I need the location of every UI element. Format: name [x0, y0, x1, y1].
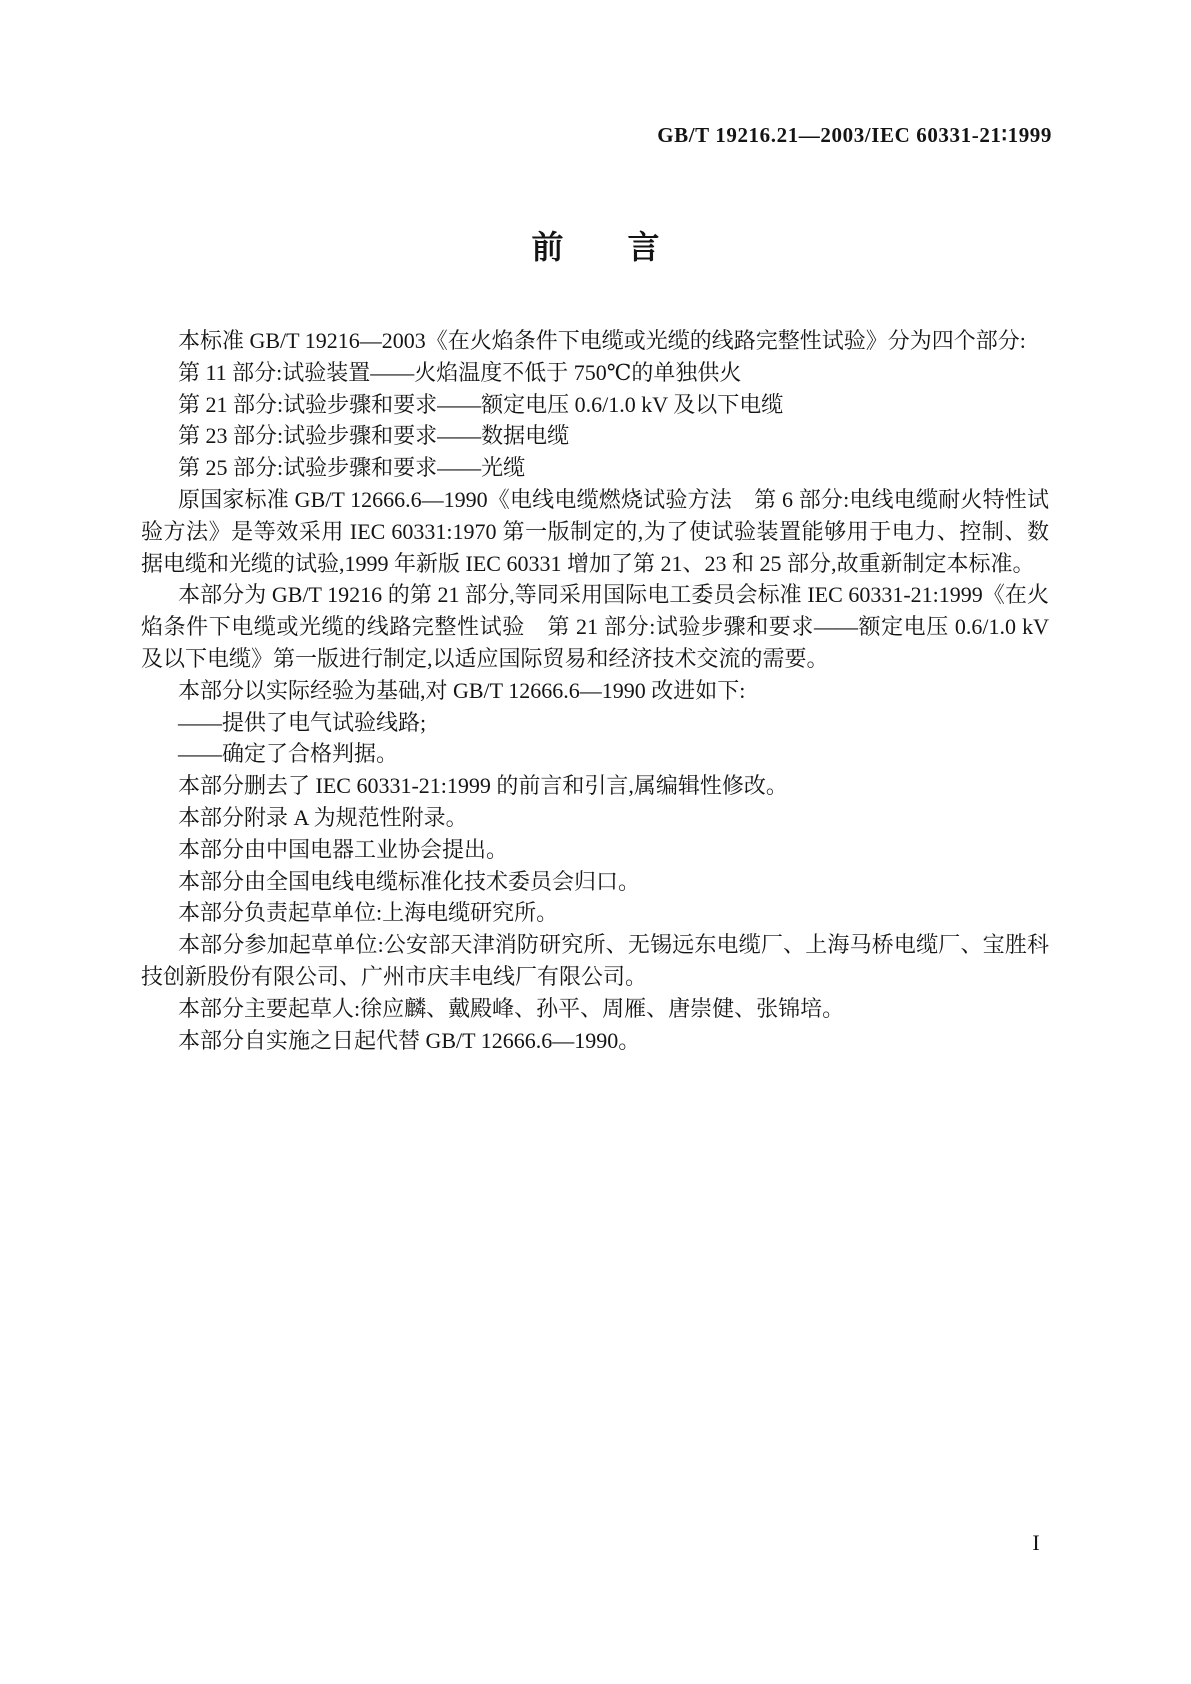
paragraph: 本部分删去了 IEC 60331-21:1999 的前言和引言,属编辑性修改。 — [178, 773, 788, 799]
page-number: I — [1032, 1530, 1040, 1555]
paragraph: 原国家标准 GB/T 12666.6—1990《电线电缆燃烧试验方法 第 6 部分:电线电缆耐火特性试验方法》是等效采用 IEC 60331:1970 第一版制定的,为了使试验装置能够用于电力、控制、数据电缆和光缆的试验,1999 年新版 IEC 60331 增加了第 21、23 和 25 部分,故重新制定本标准。 — [141, 486, 1049, 576]
paragraph: 本部分自实施之日起代替 GB/T 12666.6—1990。 — [178, 1027, 641, 1053]
paragraph: 第 23 部分:试验步骤和要求——数据电缆 — [178, 423, 570, 449]
paragraph: 本标准 GB/T 19216—2003《在火焰条件下电缆或光缆的线路完整性试验》分为四个部分: — [178, 328, 1026, 353]
paragraph: 本部分以实际经验为基础,对 GB/T 12666.6—1990 改进如下: — [178, 677, 746, 703]
paragraph: 本部分主要起草人:徐应麟、戴殿峰、孙平、周雁、唐崇健、张锦培。 — [178, 995, 845, 1021]
paragraph: ——提供了电气试验线路; — [178, 709, 427, 735]
paragraph: 本部分由全国电线电缆标准化技术委员会归口。 — [178, 868, 641, 894]
paragraph: 第 25 部分:试验步骤和要求——光缆 — [178, 455, 526, 481]
paragraph: 本部分参加起草单位:公安部天津消防研究所、无锡远东电缆厂、上海马桥电缆厂、宝胜科技创新股份有限公司、广州市庆丰电线厂有限公司。 — [141, 932, 1049, 989]
paragraph: ——确定了合格判据。 — [178, 741, 399, 767]
page-title: 前 言 — [531, 229, 660, 265]
paragraph: 本部分负责起草单位:上海电缆研究所。 — [178, 900, 559, 926]
body-paragraphs — [141, 325, 1049, 1056]
paragraph: 第 21 部分:试验步骤和要求——额定电压 0.6/1.0 kV 及以下电缆 — [178, 391, 784, 417]
paragraph: 本部分为 GB/T 19216 的第 21 部分,等同采用国际电工委员会标准 IEC 60331-21:1999《在火焰条件下电缆或光缆的线路完整性试验 第 21 部分:试验步骤和要求——额定电压 0.6/1.0 kV 及以下电缆》第一版进行制定,以适应国际贸易和经济技术交流的需要。 — [141, 582, 1049, 671]
paragraph: 本部分由中国电器工业协会提出。 — [178, 836, 509, 862]
paragraph: 本部分附录 A 为规范性附录。 — [178, 804, 468, 830]
standard-number-header: GB/T 19216.21—2003/IEC 60331-21∶1999 — [657, 123, 1052, 147]
paragraph: 第 11 部分:试验装置——火焰温度不低于 750℃的单独供火 — [178, 359, 742, 385]
